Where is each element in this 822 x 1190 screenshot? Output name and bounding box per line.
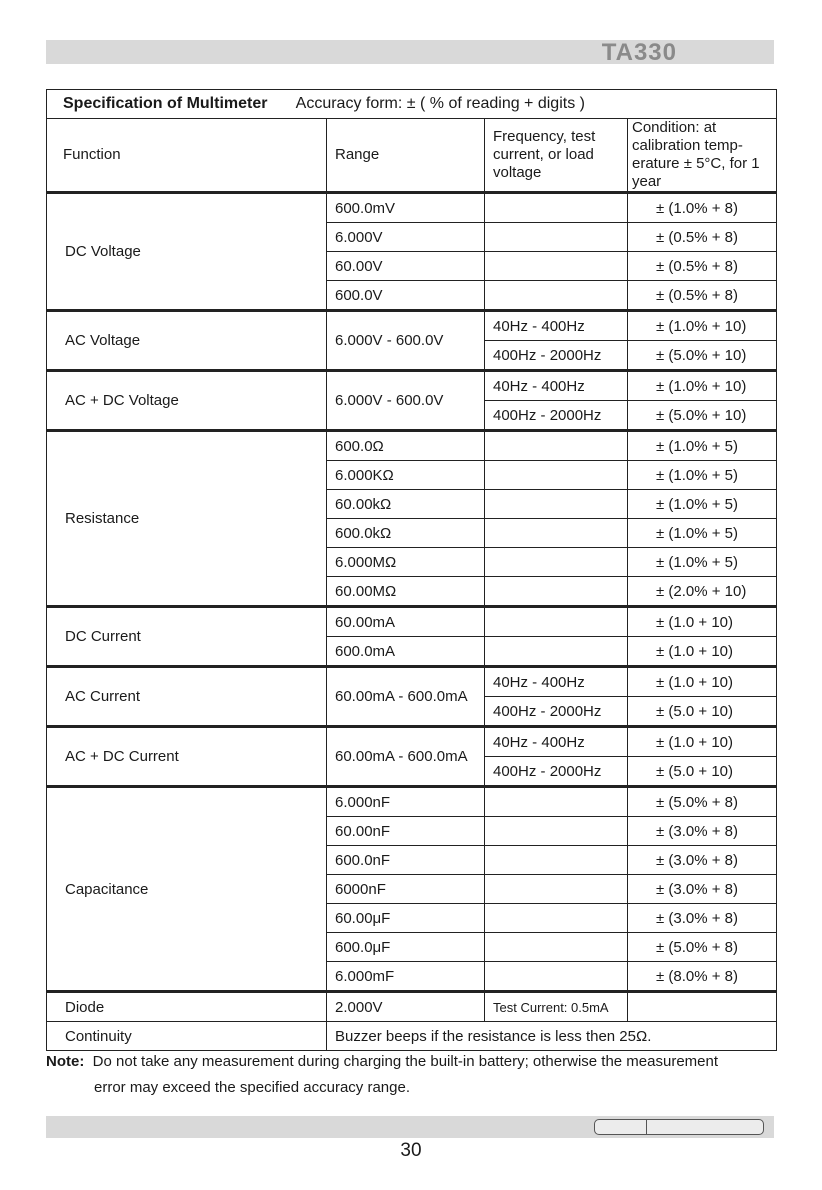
frequency-cell [485, 846, 628, 875]
accuracy-cell: ± (1.0 + 10) [628, 637, 777, 667]
table-row-continuity [47, 1022, 777, 1051]
function-cell: AC + DC Current [47, 727, 327, 787]
header-range: Range [327, 119, 485, 193]
function-cell: AC + DC Voltage [47, 371, 327, 431]
frequency-cell [485, 548, 628, 577]
accuracy-cell: ± (5.0% + 8) [628, 787, 777, 817]
range-cell: 60.00mA - 600.0mA [327, 667, 485, 727]
table-row-diode [47, 992, 777, 1022]
accuracy-cell: ± (5.0% + 10) [628, 341, 777, 371]
accuracy-cell: ± (3.0% + 8) [628, 817, 777, 846]
function-cell: DC Current [47, 607, 327, 667]
accuracy-cell: ± (1.0 + 10) [628, 667, 777, 697]
model-title: TA330 [601, 39, 677, 66]
header-condition: Condition: at calibration temp-erature ± 5°C, for 1 year [628, 119, 777, 193]
page-number: 30 [400, 1140, 422, 1161]
accuracy-cell: ± (2.0% + 10) [628, 577, 777, 607]
frequency-cell [485, 519, 628, 548]
accuracy-cell: ± (1.0% + 5) [628, 431, 777, 461]
frequency-cell [485, 875, 628, 904]
frequency-cell: 400Hz - 2000Hz [485, 401, 628, 431]
accuracy-cell: ± (3.0% + 8) [628, 875, 777, 904]
frequency-cell [485, 490, 628, 519]
frequency-cell [485, 281, 628, 311]
footer-pill-decoration [594, 1119, 764, 1135]
frequency-cell [485, 637, 628, 667]
frequency-cell: 40Hz - 400Hz [485, 311, 628, 341]
frequency-cell [485, 817, 628, 846]
range-cell: 600.0nF [327, 846, 485, 875]
frequency-cell [485, 252, 628, 281]
range-cell: 6.000V - 600.0V [327, 371, 485, 431]
range-cell: 600.0μF [327, 933, 485, 962]
table-row [47, 371, 777, 401]
accuracy-cell: ± (5.0% + 8) [628, 933, 777, 962]
accuracy-cell: ± (0.5% + 8) [628, 252, 777, 281]
accuracy-cell [628, 992, 777, 1022]
frequency-cell: 40Hz - 400Hz [485, 727, 628, 757]
table-title-row [47, 90, 777, 119]
accuracy-cell: ± (0.5% + 8) [628, 281, 777, 311]
range-cell: 6000nF [327, 875, 485, 904]
range-cell: 6.000mF [327, 962, 485, 992]
accuracy-cell: ± (5.0 + 10) [628, 757, 777, 787]
frequency-cell [485, 431, 628, 461]
range-cell: 6.000KΩ [327, 461, 485, 490]
accuracy-cell: ± (1.0 + 10) [628, 727, 777, 757]
function-cell: DC Voltage [47, 193, 327, 311]
function-cell: AC Current [47, 667, 327, 727]
frequency-cell [485, 787, 628, 817]
range-cell: 6.000V - 600.0V [327, 311, 485, 371]
function-cell: AC Voltage [47, 311, 327, 371]
accuracy-cell: ± (1.0% + 8) [628, 193, 777, 223]
accuracy-cell: ± (3.0% + 8) [628, 846, 777, 875]
table-row [47, 311, 777, 341]
range-cell: 600.0V [327, 281, 485, 311]
range-cell: 600.0mV [327, 193, 485, 223]
function-cell: Resistance [47, 431, 327, 607]
range-cell: 60.00MΩ [327, 577, 485, 607]
accuracy-cell: ± (5.0 + 10) [628, 697, 777, 727]
accuracy-cell: ± (1.0% + 10) [628, 311, 777, 341]
accuracy-cell: ± (5.0% + 10) [628, 401, 777, 431]
range-cell: 6.000nF [327, 787, 485, 817]
note-line-2: error may exceed the specified accuracy range. [94, 1079, 410, 1096]
frequency-cell [485, 904, 628, 933]
accuracy-cell: ± (1.0% + 10) [628, 371, 777, 401]
header-function: Function [47, 119, 327, 193]
accuracy-cell: ± (1.0% + 5) [628, 461, 777, 490]
range-cell: 60.00mA - 600.0mA [327, 727, 485, 787]
range-cell: 60.00nF [327, 817, 485, 846]
accuracy-cell: ± (8.0% + 8) [628, 962, 777, 992]
continuity-description-cell: Buzzer beeps if the resistance is less then 25Ω. [327, 1022, 777, 1051]
accuracy-form: Accuracy form: ± ( % of reading + digits ) [295, 95, 585, 112]
range-cell: 6.000V [327, 223, 485, 252]
frequency-cell: 400Hz - 2000Hz [485, 341, 628, 371]
function-cell: Diode [47, 992, 327, 1022]
range-cell: 6.000MΩ [327, 548, 485, 577]
table-header-row [47, 119, 777, 193]
range-cell: 600.0Ω [327, 431, 485, 461]
table-row [47, 667, 777, 697]
function-cell: Capacitance [47, 787, 327, 992]
note-block [46, 1049, 786, 1101]
frequency-cell [485, 962, 628, 992]
range-cell: 60.00V [327, 252, 485, 281]
frequency-cell [485, 461, 628, 490]
accuracy-cell: ± (3.0% + 8) [628, 904, 777, 933]
frequency-cell [485, 193, 628, 223]
range-cell: 60.00kΩ [327, 490, 485, 519]
accuracy-cell: ± (1.0% + 5) [628, 519, 777, 548]
range-cell: 60.00μF [327, 904, 485, 933]
accuracy-cell: ± (1.0 + 10) [628, 607, 777, 637]
range-cell: 600.0mA [327, 637, 485, 667]
frequency-cell [485, 607, 628, 637]
range-cell: 600.0kΩ [327, 519, 485, 548]
frequency-cell: 40Hz - 400Hz [485, 667, 628, 697]
accuracy-cell: ± (1.0% + 5) [628, 548, 777, 577]
footer-pill-divider [646, 1119, 647, 1135]
table-row [47, 727, 777, 757]
spec-table [46, 89, 777, 1051]
table-row [47, 431, 777, 461]
accuracy-cell: ± (1.0% + 5) [628, 490, 777, 519]
spec-title: Specification of Multimeter [63, 95, 268, 112]
table-title-cell [47, 90, 777, 119]
header-frequency: Frequency, test current, or load voltage [485, 119, 628, 193]
table-row [47, 193, 777, 223]
table-row [47, 607, 777, 637]
function-cell: Continuity [47, 1022, 327, 1051]
frequency-cell [485, 577, 628, 607]
frequency-cell [485, 223, 628, 252]
frequency-cell: 400Hz - 2000Hz [485, 757, 628, 787]
frequency-cell [485, 933, 628, 962]
accuracy-cell: ± (0.5% + 8) [628, 223, 777, 252]
table-row [47, 787, 777, 817]
frequency-cell: 400Hz - 2000Hz [485, 697, 628, 727]
range-cell: 60.00mA [327, 607, 485, 637]
note-label: Note: [46, 1053, 85, 1070]
note-line-1: Do not take any measurement during charging the built-in battery; otherwise the measurement [92, 1053, 719, 1070]
frequency-cell: Test Current: 0.5mA [485, 992, 628, 1022]
range-cell: 2.000V [327, 992, 485, 1022]
frequency-cell: 40Hz - 400Hz [485, 371, 628, 401]
